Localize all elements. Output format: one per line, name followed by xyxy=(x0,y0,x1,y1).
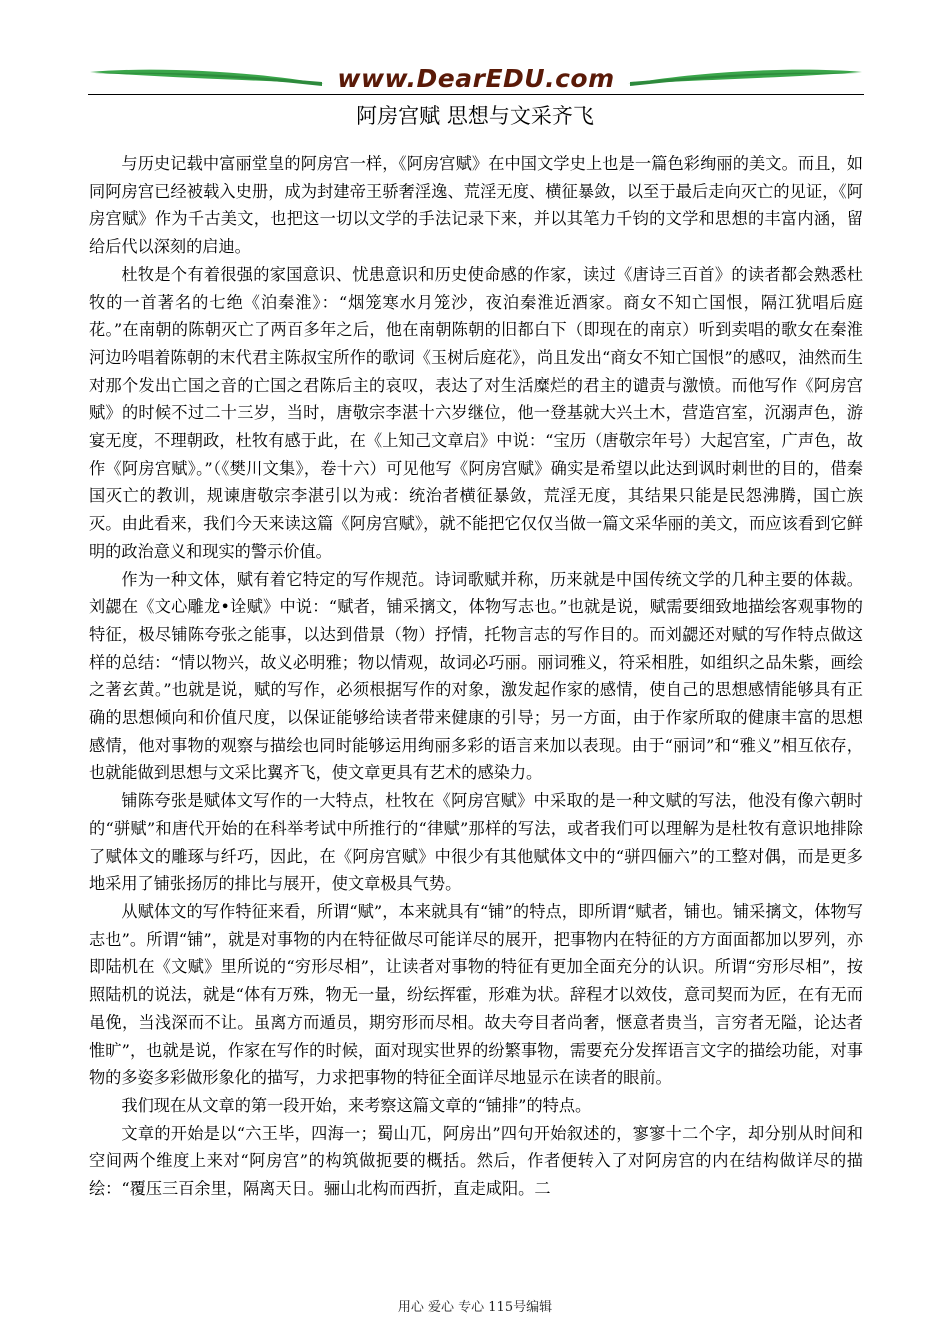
paragraph: 杜牧是个有着很强的家国意识、忧患意识和历史使命感的作家，读过《唐诗三百首》的读者都会熟悉杜牧的一首著名的七绝《泊秦淮》：“烟笼寒水月笼沙，夜泊秦淮近酒家。商女不知亡国恨，隔江犹唱后庭花。”在南朝的陈朝灭亡了两百多年之后，他在南朝陈朝的旧都白下（即现在的南京）听到卖唱的歌女在秦淮河边吟唱着陈朝的末代君主陈叔宝所作的歌词《玉树后庭花》，尚且发出“商女不知亡国恨”的感叹，油然而生对那个发出亡国之音的亡国之君陈后主的哀叹，表达了对生活糜烂的君主的谴责与激愤。而他写作《阿房宫赋》的时候不过二十三岁，当时，唐敬宗李湛十六岁继位，他一登基就大兴土木，营造宫室，沉溺声色，游宴无度，不理朝政，杜牧有感于此，在《上知己文章启》中说：“宝历（唐敬宗年号）大起宫室，广声色，故作《阿房宫赋》。”（《樊川文集》，卷十六）可见他写《阿房宫赋》确实是希望以此达到讽时刺世的目的，借秦国灭亡的教训，规谏唐敬宗李湛引以为戒：统治者横征暴敛，荒淫无度，其结果只能是民怨沸腾，国亡族灭。由此看来，我们今天来读这篇《阿房宫赋》，就不能把它仅仅当做一篇文采华丽的美文，而应该看到它鲜明的政治意义和现实的警示价值。 xyxy=(89,264,863,561)
paragraph: 文章的开始是以“六王毕，四海一；蜀山兀，阿房出”四句开始叙述的，寥寥十二个字，却分别从时间和空间两个维度上来对“阿房宫”的构筑做扼要的概括。然后，作者便转入了对阿房宫的内在结构做详尽的描绘：“覆压三百余里，隔离天日。骊山北构而西折，直走咸阳。二 xyxy=(89,1123,863,1199)
site-banner xyxy=(88,62,864,96)
site-logo: www.DearEDU.com xyxy=(337,64,615,93)
article-body xyxy=(89,150,863,1203)
paragraph: 与历史记载中富丽堂皇的阿房宫一样，《阿房宫赋》在中国文学史上也是一篇色彩绚丽的美文。而且，如同阿房宫已经被载入史册，成为封建帝王骄奢淫逸、荒淫无度、横征暴敛，以至于最后走向灭亡的见证，《阿房宫赋》作为千古美文，也把这一切以文学的手法记录下来，并以其笔力千钧的文学和思想的丰富内涵，留给后代以深刻的启迪。 xyxy=(89,154,863,257)
paragraph: 铺陈夸张是赋体文写作的一大特点，杜牧在《阿房宫赋》中采取的是一种文赋的写法，他没有像六朝时的“骈赋”和唐代开始的在科举考试中所推行的“律赋”那样的写法，或者我们可以理解为是杜牧有意识地排除了赋体文的雕琢与纤巧，因此，在《阿房宫赋》中很少有其他赋体文中的“骈四俪六”的工整对偶，而是更多地采用了铺张扬厉的排比与展开，使文章极具气势。 xyxy=(89,791,863,894)
page-title: 阿房宫赋 思想与文采齐飞 xyxy=(356,104,594,128)
paragraph: 从赋体文的写作特征来看，所谓“赋”，本来就具有“铺”的特点，即所谓“赋者，铺也。铺采摛文，体物写志也”。所谓“铺”，就是对事物的内在特征做尽可能详尽的展开，把事物内在特征的方方面面都加以罗列，亦即陆机在《文赋》里所说的“穷形尽相”，让读者对事物的特征有更加全面充分的认识。所谓“穷形尽相”，按照陆机的说法，就是“体有万殊，物无一量，纷纭挥霍，形难为状。辞程才以效伎，意司契而为匠，在有无而黾俛，当浅深而不让。虽离方而遁员，期穷形而尽相。故夫夸目者尚奢，惬意者贵当，言穷者无隘，论达者惟旷”，也就是说，作家在写作的时候，面对现实世界的纷繁事物，需要充分发挥语言文字的描绘功能，对事物的多姿多彩做形象化的描写，力求把事物的特征全面详尽地显示在读者的眼前。 xyxy=(89,901,863,1088)
header-rule xyxy=(88,94,864,95)
page-footer: 用心 爱心 专心 115号编辑 xyxy=(397,1300,553,1315)
paragraph: 我们现在从文章的第一段开始，来考察这篇文章的“铺排”的特点。 xyxy=(121,1095,592,1115)
paragraph: 作为一种文体，赋有着它特定的写作规范。诗词歌赋并称，历来就是中国传统文学的几种主要的体裁。刘勰在《文心雕龙•诠赋》中说：“赋者，铺采摛文，体物写志也。”也就是说，赋需要细致地描绘客观事物的特征，极尽铺陈夸张之能事，以达到借景（物）抒情，托物言志的写作目的。而刘勰还对赋的写作特点做这样的总结：“情以物兴，故义必明雅；物以情观，故词必巧丽。丽词雅义，符采相胜，如组织之品朱紫，画绘之著玄黄。”也就是说，赋的写作，必须根据写作的对象，激发起作家的感情，使自己的思想感情能够具有正确的思想倾向和价值尺度，以保证能够给读者带来健康的引导；另一方面，由于作家所取的健康丰富的思想感情，他对事物的观察与描绘也同时能够运用绚丽多彩的语言来加以表现。由于“丽词”和“雅义”相互依存，也就能做到思想与文采比翼齐飞，使文章更具有艺术的感染力。 xyxy=(89,569,863,783)
